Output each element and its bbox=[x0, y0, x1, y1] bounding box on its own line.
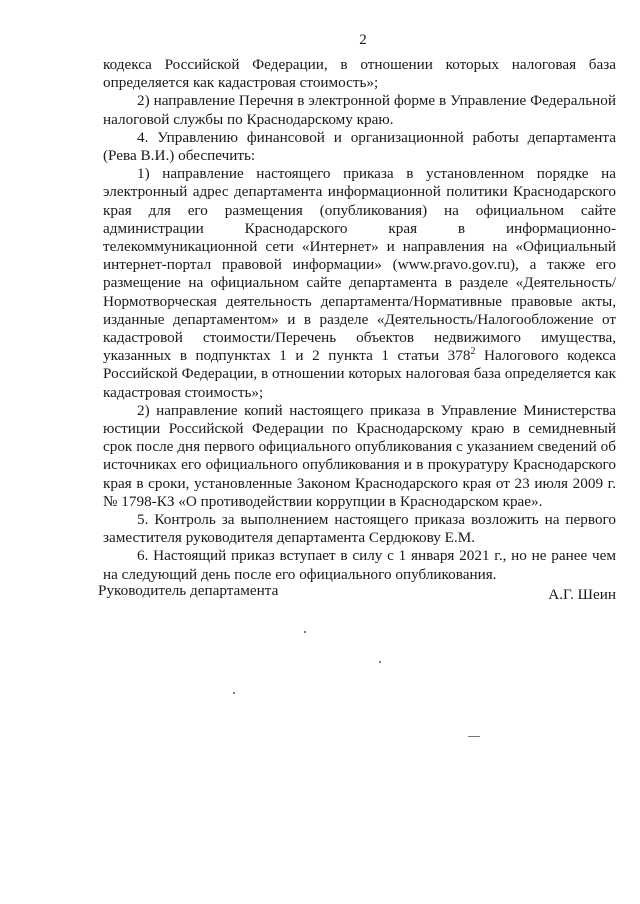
scan-speck bbox=[379, 661, 381, 663]
paragraph-section-4: 4. Управлению финансовой и организационной работы департамента (Рева В.И.) обеспечить: bbox=[103, 128, 616, 165]
page-number: 2 bbox=[359, 32, 367, 48]
scan-speck bbox=[304, 631, 306, 633]
document-body bbox=[103, 56, 616, 584]
paragraph-continuation: кодекса Российской Федерации, в отношении которых налоговая база определяется как кадастровая стоимость»; bbox=[103, 56, 616, 92]
scan-speck bbox=[233, 692, 235, 694]
paragraph-section-6: 6. Настоящий приказ вступает в силу с 1 января 2021 г., но не ранее чем на следующий день после его официального опубликования. bbox=[103, 547, 616, 583]
paragraph-item-2-perechen: 2) направление Перечня в электронной форме в Управление Федеральной налоговой службы по Краснодарскому краю. bbox=[103, 92, 616, 128]
paragraph-section-4-item-1 bbox=[103, 165, 616, 402]
signatory-name: А.Г. Шеин bbox=[548, 586, 616, 603]
scan-mark bbox=[468, 736, 480, 737]
paragraph-section-5: 5. Контроль за выполнением настоящего приказа возложить на первого заместителя руководителя департамента Сердюкову Е.М. bbox=[103, 511, 616, 547]
paragraph-text: Налогового кодекса Российской Федерации, в отношении которых налоговая база определяется как кадастровая стоимость»; bbox=[103, 347, 616, 401]
superscript-index: 2 bbox=[470, 346, 476, 358]
paragraph-section-4-item-2: 2) направление копий настоящего приказа в Управление Министерства юстиции Российской Федерации по Краснодарскому краю в семидневный срок после дня первого официального опубликования с указанием сведений об источниках его официального опубликования и в прокуратуру Краснодарского края в сроки, установленные Законом Краснодарского края от 23 июля 2009 г. № 1798-КЗ «О противодействии коррупции в Краснодарском крае». bbox=[103, 401, 616, 510]
signatory-position: Руководитель департамента bbox=[98, 582, 279, 599]
paragraph-text: 1) направление настоящего приказа в установленном порядке на электронный адрес департамента информационной политики Краснодарского края для его размещения (опубликования) на официальном сайте администрации Краснодарского края в информационно-телекоммуникационной сети «Интернет» и направления на «Официальный интернет-портал правовой информации» (www.pravo.gov.ru), а также его размещение на официальном сайте департамента в разделе «Деятельность/Нормотворческая деятельность департамента/Нормативные правовые акты, изданные департаментом» и в разделе «Деятельность/Налогообложение от кадастровой стоимости/Перечень объектов недвижимого имущества, указанных в подпунктах 1 и 2 пункта 1 статьи 378 bbox=[103, 165, 616, 365]
